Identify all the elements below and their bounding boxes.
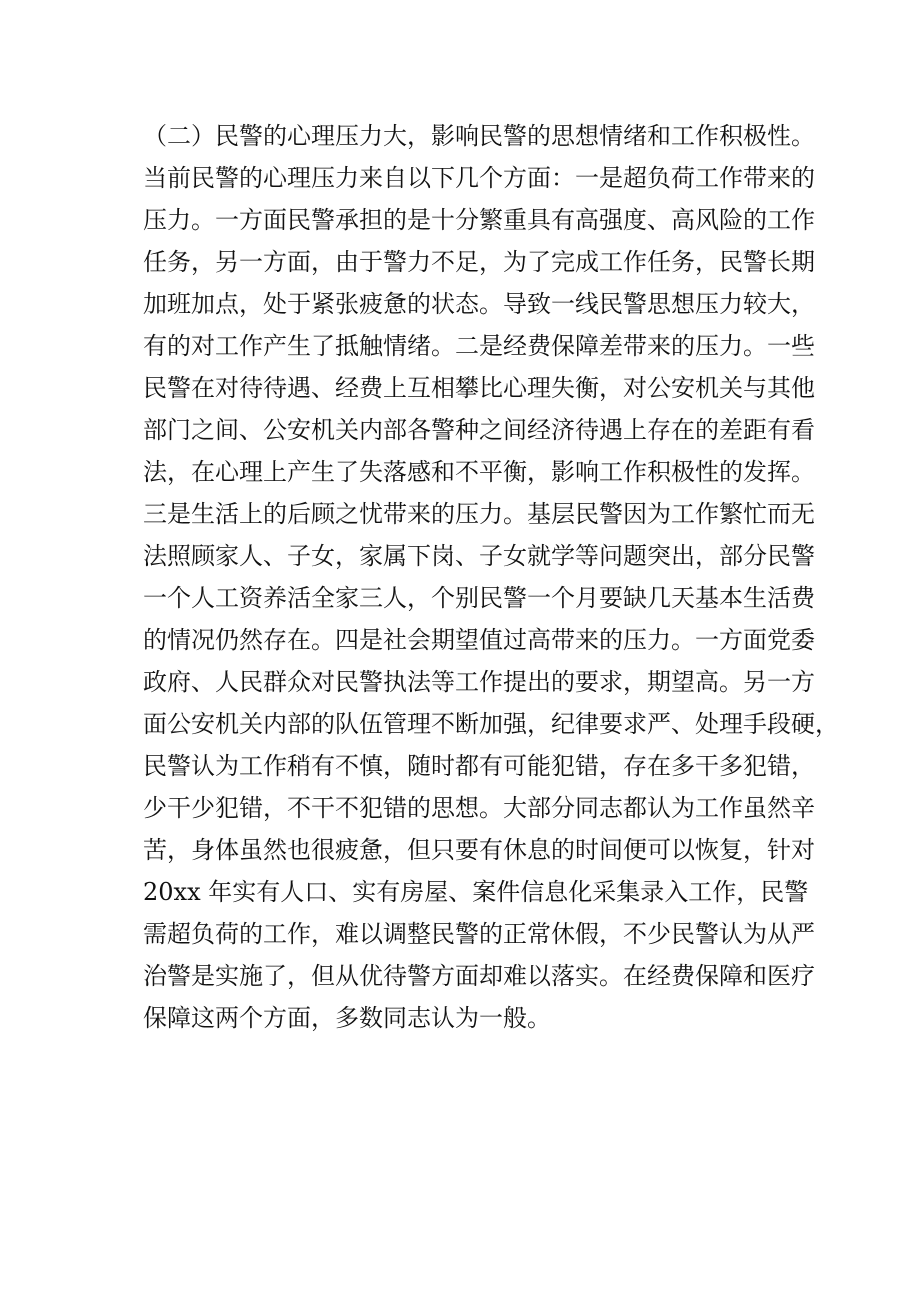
- text-line: 加班加点，处于紧张疲惫的状态。导致一线民警思想压力较大，: [143, 290, 815, 318]
- text-line: 保障这两个方面，多数同志认为一般。: [143, 1004, 551, 1032]
- text-line: 任务，另一方面，由于警力不足，为了完成工作任务，民警长期: [143, 248, 815, 276]
- text-line: 政府、人民群众对民警执法等工作提出的要求，期望高。另一方: [143, 668, 815, 696]
- text-line: （二）民警的心理压力大，影响民警的思想情绪和工作积极性。: [143, 122, 815, 150]
- text-line: 需超负荷的工作，难以调整民警的正常休假，不少民警认为从严: [143, 920, 815, 948]
- text-line: 民警在对待待遇、经费上互相攀比心理失衡，对公安机关与其他: [143, 374, 815, 402]
- text-line: 苦，身体虽然也很疲惫，但只要有休息的时间便可以恢复，针对: [143, 836, 815, 864]
- paragraph: [143, 115, 839, 1039]
- text-line: 面公安机关内部的队伍管理不断加强，纪律要求严、处理手段硬，: [143, 710, 839, 738]
- text-line: 20xx 年实有人口、实有房屋、案件信息化采集录入工作，民警: [143, 878, 809, 906]
- text-line: 当前民警的心理压力来自以下几个方面：一是超负荷工作带来的: [143, 164, 815, 192]
- text-line: 少干少犯错，不干不犯错的思想。大部分同志都认为工作虽然辛: [143, 794, 815, 822]
- text-line: 的情况仍然存在。四是社会期望值过高带来的压力。一方面党委: [143, 626, 815, 654]
- text-line: 压力。一方面民警承担的是十分繁重具有高强度、高风险的工作: [143, 206, 815, 234]
- text-line: 法，在心理上产生了失落感和不平衡，影响工作积极性的发挥。: [143, 458, 815, 486]
- text-line: 民警认为工作稍有不慎，随时都有可能犯错，存在多干多犯错，: [143, 752, 815, 780]
- text-line: 有的对工作产生了抵触情绪。二是经费保障差带来的压力。一些: [143, 332, 815, 360]
- text-line: 三是生活上的后顾之忧带来的压力。基层民警因为工作繁忙而无: [143, 500, 815, 528]
- text-line: 治警是实施了，但从优待警方面却难以落实。在经费保障和医疗: [143, 962, 815, 990]
- text-line: 部门之间、公安机关内部各警种之间经济待遇上存在的差距有看: [143, 416, 815, 444]
- text-line: 一个人工资养活全家三人，个别民警一个月要缺几天基本生活费: [143, 584, 815, 612]
- text-line: 法照顾家人、子女，家属下岗、子女就学等问题突出，部分民警: [143, 542, 815, 570]
